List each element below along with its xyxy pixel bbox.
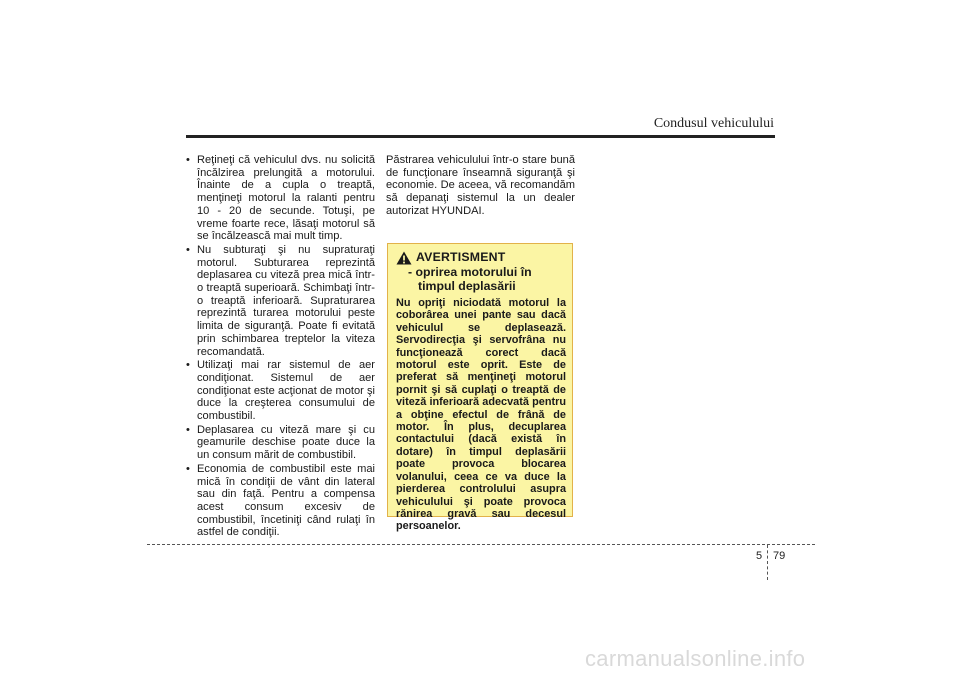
bullet-icon: • <box>186 423 190 436</box>
list-item: • Reţineţi că vehiculul dvs. nu solicită încălzirea prelungită a motorului. Înainte de a cupla o treaptă, menţineţi motorul la ralanti pentru 10 - 20 de secunde. Totuşi, pe vreme foarte rece, lăsaţi motorul să se încălzească mai mult timp. <box>186 154 375 243</box>
warning-body: Nu opriţi niciodată motorul la coborârea unei pante sau dacă vehiculul se deplasează. Servodirecţia şi servofrâna nu funcţionează corect dacă motorul este oprit. Este de preferat să menţineţi motorul pornit şi să cuplaţi o treaptă de viteză inferioară adecvată pentru a obţine efectul de frână de motor. În plus, decuplarea contactului (dacă există în dotare) în timpul deplasării poate provoca blocarea volanului, ceea ce va duce la pierderea controlului asupra vehiculului şi poate provoca rănirea gravă sau decesul persoanelor. <box>396 297 566 533</box>
warning-box <box>387 243 573 533</box>
section-title: Condusul vehiculului <box>653 116 774 131</box>
page-number-separator <box>767 545 768 580</box>
middle-column <box>386 154 575 218</box>
warning-subtitle-line1: - oprirea motorului în <box>408 265 532 279</box>
warning-subtitle-line2: timpul deplasării <box>418 279 516 293</box>
bullet-icon: • <box>186 462 190 475</box>
bullet-icon: • <box>186 359 190 372</box>
chapter-number: 5 <box>756 550 763 562</box>
warning-title: AVERTISMENT <box>416 250 506 264</box>
bullet-icon: • <box>186 243 190 256</box>
left-column <box>186 154 375 540</box>
list-item: • Utilizaţi mai rar sistemul de aer condiţionat. Sistemul de aer condiţionat este acţionat de motor şi duce la creşterea consumului de combustibil. <box>186 359 375 423</box>
tips-list <box>186 154 375 539</box>
warning-header <box>396 250 566 265</box>
list-item: • Nu subturaţi şi nu supraturaţi motorul. Subturarea reprezintă deplasarea cu viteză prea mică într-o treaptă superioară. Schimbaţi într-o treaptă inferioară. Supraturarea reprezintă turarea motorului peste limita de siguranţă. Poate fi evitată prin schimbarea treptelor la viteza recomandată. <box>186 243 375 358</box>
warning-subtitle <box>396 265 566 293</box>
header-divider <box>186 135 775 138</box>
list-item: • Economia de combustibil este mai mică în condiţii de vânt din lateral sau din faţă. Pentru a compensa acest consum excesiv de combustibil, încetiniţi când rulaţi în astfel de condiţii. <box>186 462 375 539</box>
maintenance-paragraph: Păstrarea vehiculului într-o stare bună de funcţionare înseamnă siguranţă şi economie. De aceea, vă recomandăm să depanaţi sistemul la un dealer autorizat HYUNDAI. <box>386 154 575 217</box>
watermark: carmanualsonline.info <box>585 646 806 671</box>
page-number: 79 <box>773 550 786 562</box>
list-item: • Deplasarea cu viteză mare şi cu geamurile deschise poate duce la un consum mărit de combustibil. <box>186 423 375 462</box>
warning-triangle-icon <box>396 251 412 265</box>
bullet-icon: • <box>186 154 190 166</box>
footer-divider <box>147 544 815 545</box>
